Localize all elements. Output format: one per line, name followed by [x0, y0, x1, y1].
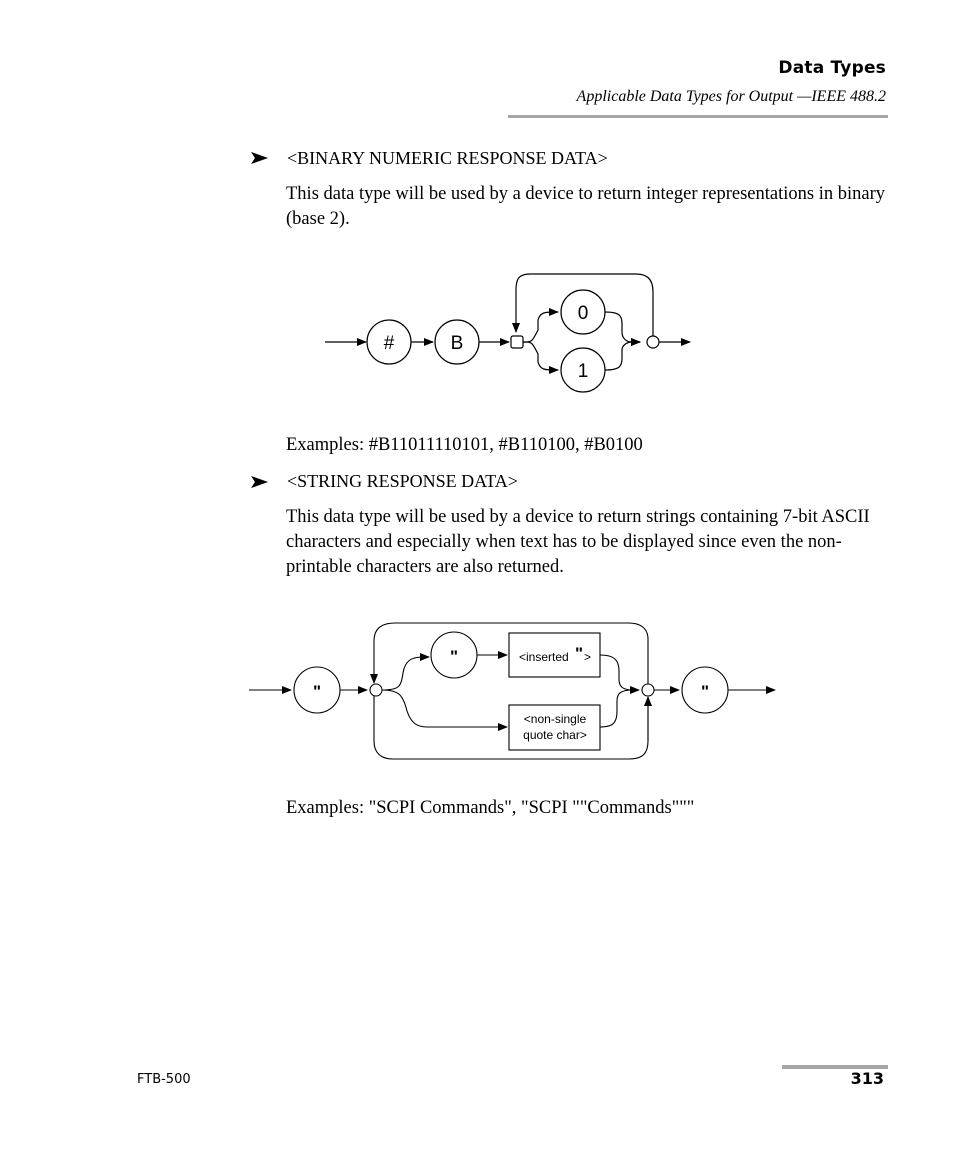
- close-quote-label: ": [700, 682, 710, 701]
- section-heading-binary: <BINARY NUMERIC RESPONSE DATA>: [287, 148, 608, 168]
- running-header-subtitle: Applicable Data Types for Output —IEEE 488.2: [576, 88, 886, 105]
- section-heading-string: <STRING RESPONSE DATA>: [287, 471, 518, 491]
- inserted-label: <inserted: [519, 650, 569, 664]
- inner-quote-label: ": [449, 647, 459, 666]
- section-description-binary: This data type will be used by a device to return integer representations in binary (base 2).: [286, 184, 886, 229]
- running-header-title: Data Types: [778, 58, 886, 78]
- inserted-close-label: >: [584, 650, 592, 664]
- nonsingle-line2: quote char>: [523, 728, 587, 742]
- b-label: B: [450, 333, 464, 354]
- header-rule: [508, 115, 888, 118]
- arrowhead-bullet-icon: [250, 472, 270, 497]
- zero-label: 0: [577, 303, 589, 324]
- inserted-quote-label: ": [575, 644, 584, 663]
- string-syntax-diagram: [245, 615, 785, 765]
- binary-syntax-diagram: [320, 268, 700, 398]
- one-label: 1: [577, 361, 589, 382]
- arrowhead-bullet-icon: [250, 148, 270, 173]
- open-quote-label: ": [312, 682, 322, 701]
- examples-binary: Examples: #B11011110101, #B110100, #B0100: [286, 435, 643, 455]
- examples-string: Examples: "SCPI Commands", "SCPI ""Commands""": [286, 798, 695, 818]
- nonsingle-line1: <non-single: [523, 712, 587, 726]
- footer-product: FTB-500: [137, 1072, 191, 1087]
- footer-page-number: 313: [850, 1069, 884, 1088]
- section-description-string: This data type will be used by a device to return strings containing 7-bit ASCII characters and especially when text has to be displayed since even the non-printable characters are also returned.: [286, 507, 870, 577]
- hash-label: #: [383, 333, 395, 354]
